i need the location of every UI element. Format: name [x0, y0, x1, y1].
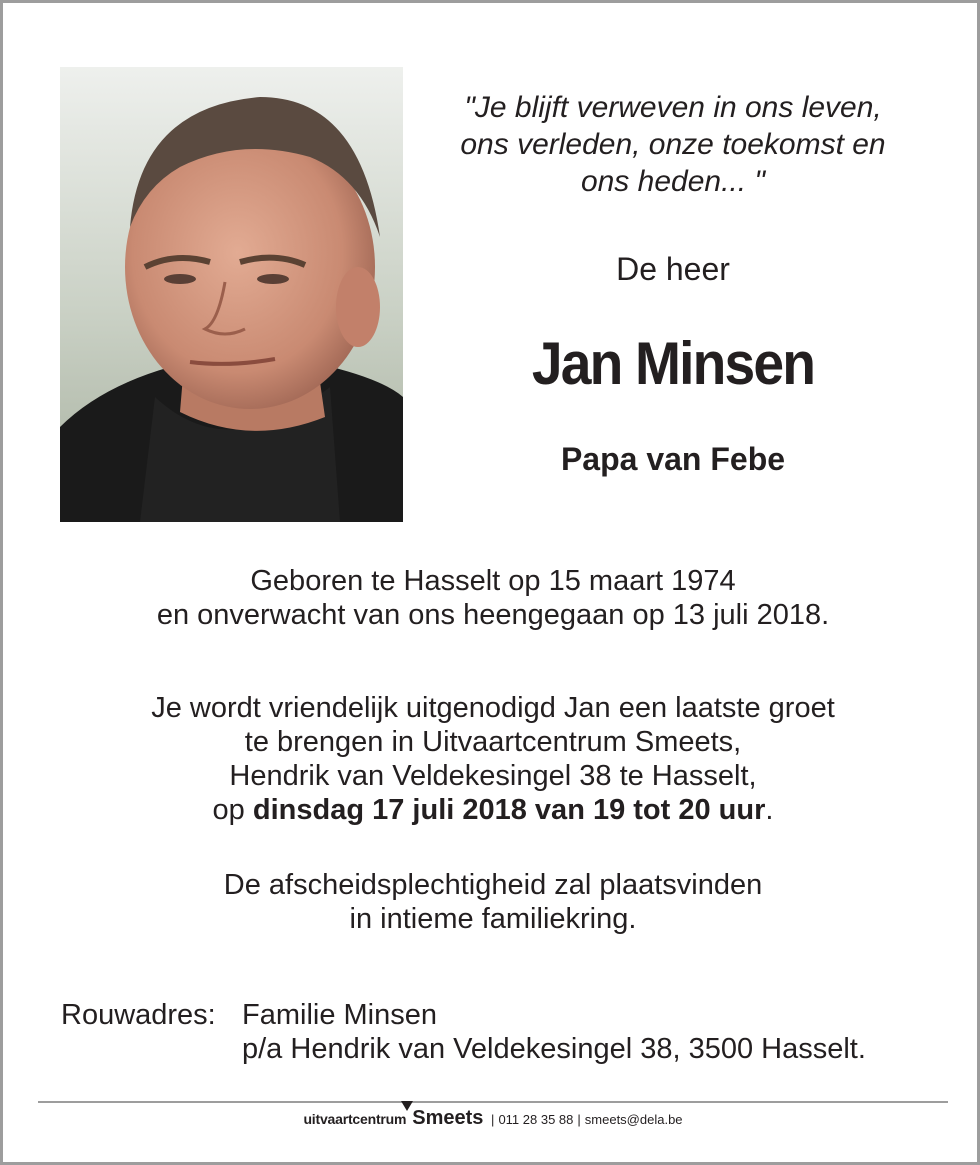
- memorial-quote: [433, 89, 913, 200]
- birth-death-text: [43, 564, 943, 632]
- address-family: Familie Minsen: [242, 999, 437, 1031]
- mourning-address: [61, 998, 866, 1066]
- relation: Papa van Febe: [560, 441, 786, 477]
- death-line: en onverwacht van ons heengegaan op 13 juli 2018.: [156, 599, 830, 631]
- quote-line: "Je blijft verweven in ons leven,: [464, 91, 882, 124]
- date-suffix: .: [765, 794, 774, 826]
- salutation: De heer: [616, 251, 730, 287]
- triangle-icon: [401, 1101, 413, 1111]
- footer-divider: [38, 1101, 948, 1103]
- portrait-photo: [60, 67, 403, 522]
- deceased-name: Jan Minsen: [531, 330, 815, 397]
- ceremony-text: [43, 868, 943, 936]
- invitation-line: te brengen in Uitvaartcentrum Smeets,: [244, 726, 742, 758]
- address-label: Rouwadres:: [61, 999, 216, 1031]
- address-street: p/a Hendrik van Veldekesingel 38, 3500 Hasselt.: [242, 1033, 866, 1065]
- visit-date-time: dinsdag 17 juli 2018 van 19 tot 20 uur: [252, 794, 766, 826]
- birth-line: Geboren te Hasselt op 15 maart 1974: [250, 565, 736, 597]
- date-prefix: op: [212, 794, 245, 826]
- separator: |: [491, 1112, 495, 1127]
- ceremony-line: De afscheidsplechtigheid zal plaatsvinden: [223, 869, 763, 901]
- phone-number: 011 28 35 88: [498, 1112, 574, 1127]
- email-address: smeets@dela.be: [584, 1112, 683, 1127]
- quote-line: ons verleden, onze toekomst en: [460, 128, 886, 161]
- invitation-text: [43, 691, 943, 827]
- invitation-line: Hendrik van Veldekesingel 38 te Hasselt,: [229, 760, 757, 792]
- footer: [3, 1107, 980, 1130]
- portrait-image: [60, 67, 403, 522]
- invitation-date-line: [43, 793, 943, 827]
- ceremony-line: in intieme familiekring.: [349, 903, 637, 935]
- separator: |: [577, 1112, 581, 1127]
- brand-name: Smeets: [412, 1107, 484, 1129]
- brand-logo: [412, 1107, 483, 1129]
- invitation-line: Je wordt vriendelijk uitgenodigd Jan een laatste groet: [151, 692, 835, 724]
- brand-prefix: uitvaartcentrum: [303, 1111, 407, 1127]
- quote-line: ons heden... ": [580, 165, 766, 198]
